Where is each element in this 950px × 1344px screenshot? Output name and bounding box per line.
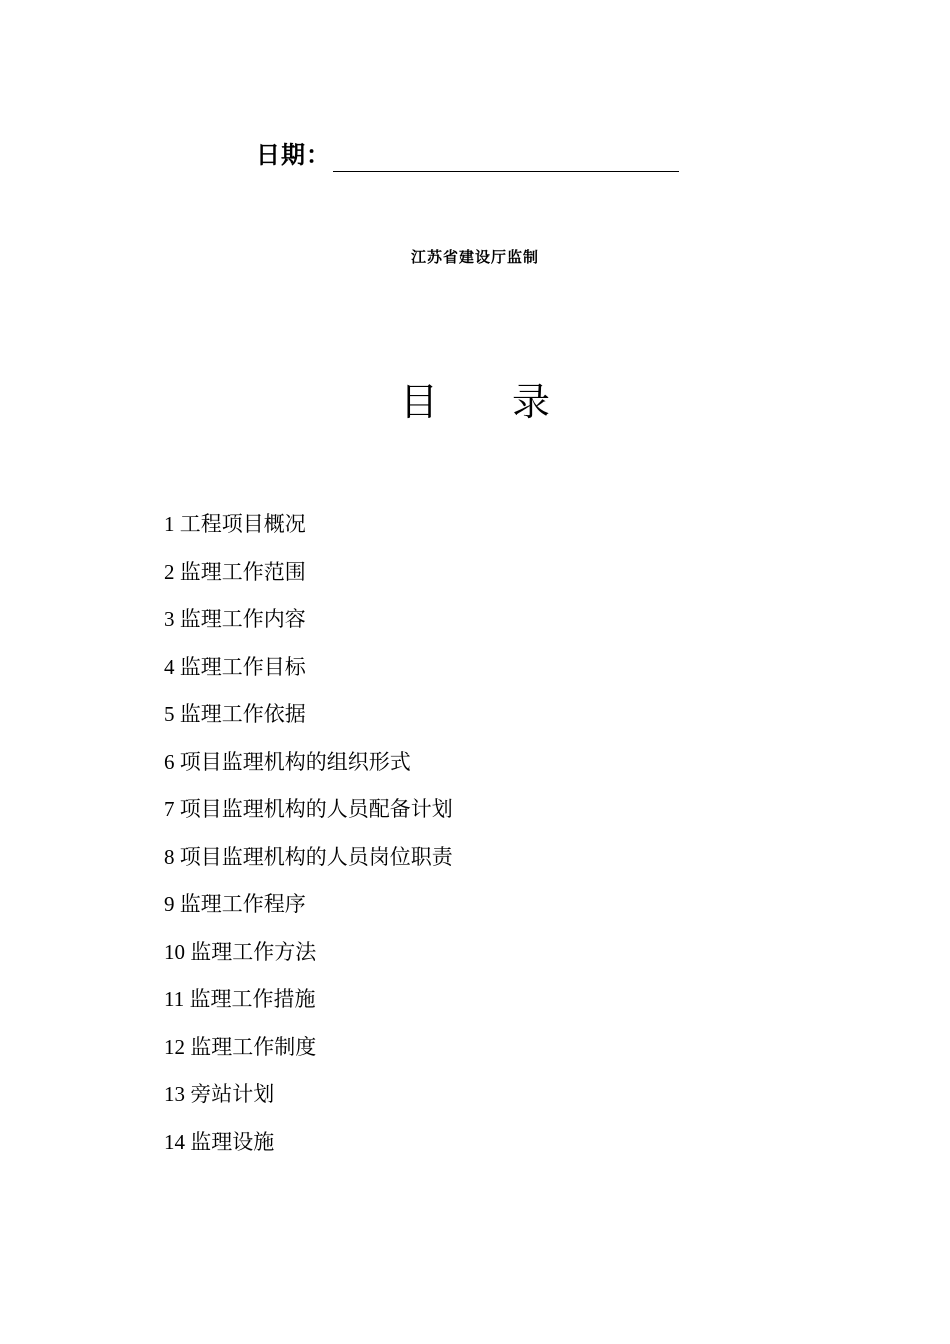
toc-item: 10 监理工作方法 xyxy=(164,939,317,964)
issuer-text: 江苏省建设厅监制 xyxy=(410,248,539,266)
toc-title xyxy=(0,378,950,426)
toc-title-char-1: 目 xyxy=(399,380,438,424)
toc-list xyxy=(164,506,453,1171)
date-line xyxy=(256,138,679,172)
toc-item: 13 旁站计划 xyxy=(164,1082,275,1106)
toc-item: 6 项目监理机构的组织形式 xyxy=(164,749,411,774)
date-label: 日期： xyxy=(256,141,331,169)
toc-item: 3 监理工作内容 xyxy=(164,607,306,631)
toc-item: 11 监理工作措施 xyxy=(164,987,316,1011)
toc-item: 8 项目监理机构的人员岗位职责 xyxy=(164,844,453,869)
toc-item: 9 监理工作程序 xyxy=(164,892,306,916)
date-blank-line xyxy=(333,143,679,172)
toc-item: 2 监理工作范围 xyxy=(164,559,306,584)
toc-title-char-2: 录 xyxy=(512,380,551,424)
toc-item: 1 工程项目概况 xyxy=(164,512,306,536)
toc-item: 14 监理设施 xyxy=(164,1129,275,1154)
toc-item: 12 监理工作制度 xyxy=(164,1034,317,1059)
toc-item: 7 项目监理机构的人员配备计划 xyxy=(164,797,453,821)
toc-item: 5 监理工作依据 xyxy=(164,702,306,726)
toc-item: 4 监理工作目标 xyxy=(164,654,306,679)
